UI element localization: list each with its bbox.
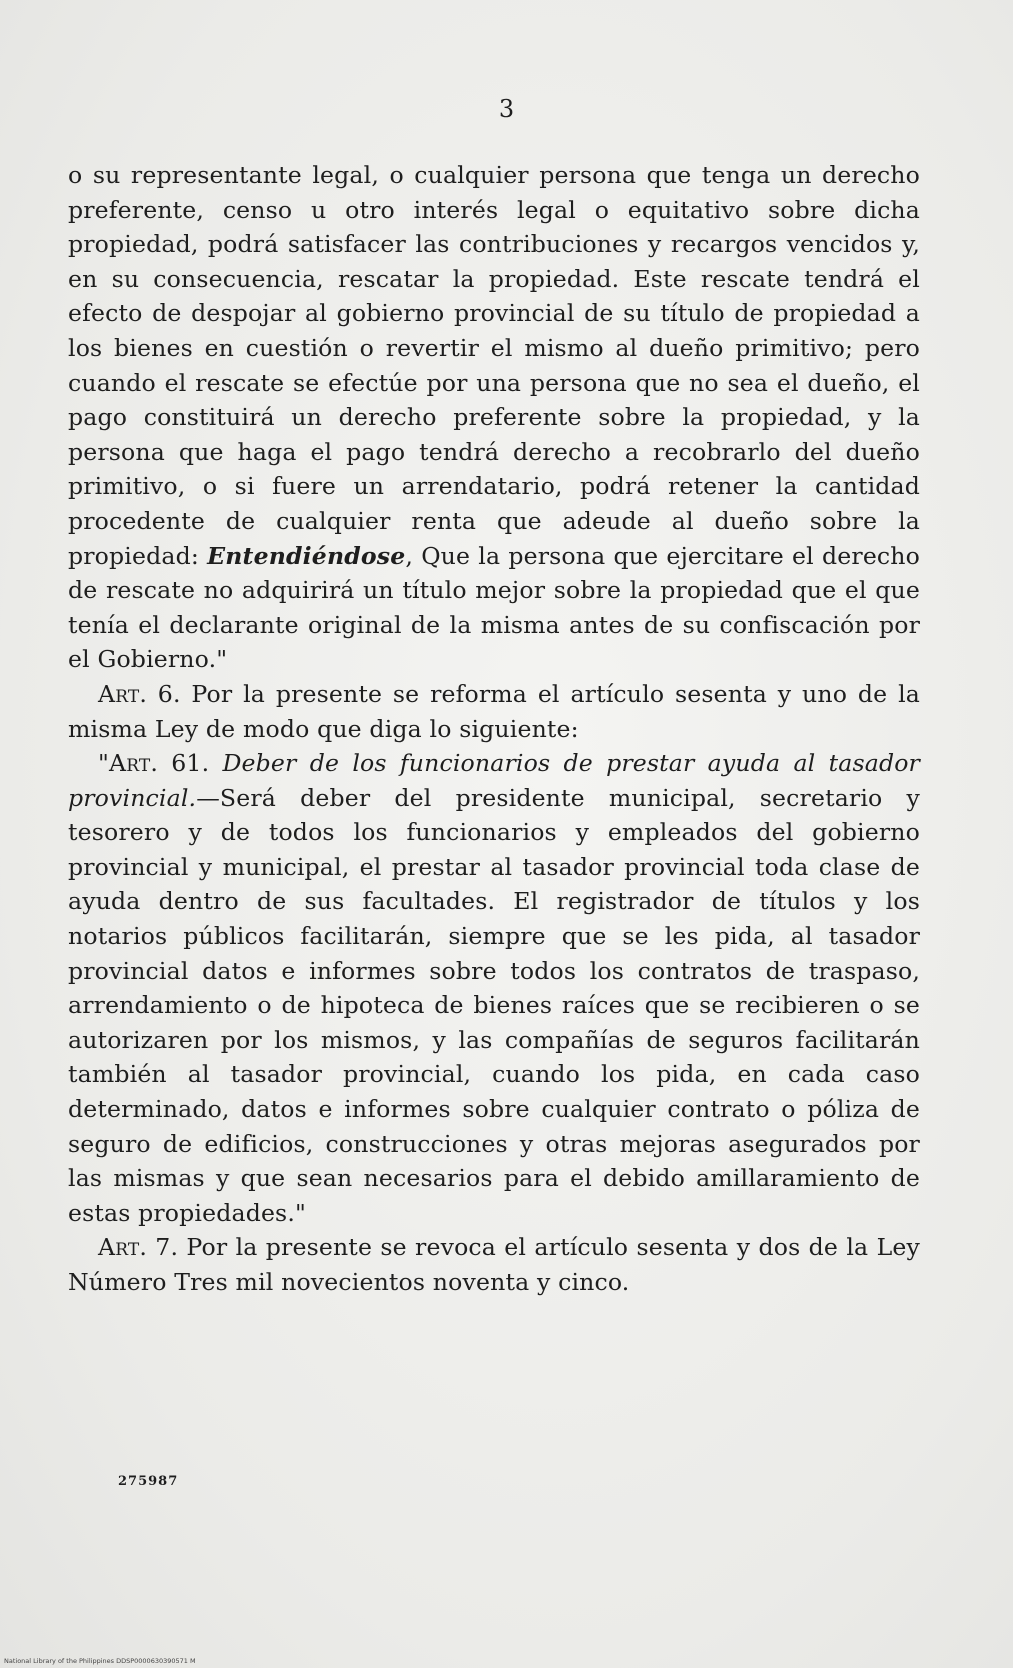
article-heading: "Art. 61. (98, 749, 210, 778)
paragraph-art-7 (68, 1230, 920, 1299)
text-run: o su representante legal, o cualquier persona que tenga un derecho preferente, censo u otro interés legal o equitativo sobre dicha propiedad, podrá satisfacer las contribuciones y recargos vencidos y, en su consecuencia, rescatar la propiedad. Este rescate tendrá el efecto de despojar al gobierno provincial de su título de propiedad a los bienes en cuestión o revertir el mismo al dueño primitivo; pero cuando el rescate se efectúe por una persona que no sea el dueño, el pago constituirá un derecho preferente sobre la propiedad, y la persona que haga el pago tendrá derecho a recobrarlo del dueño primitivo, o si fuere un arrendatario, podrá retener la cantidad procedente de cualquier renta que adeude al dueño sobre la propiedad: (68, 161, 920, 570)
text-run: —Será deber del presidente municipal, secretario y tesorero y de todos los funcionarios y empleados del gobierno provincial y municipal, el prestar al tasador provincial toda clase de ayuda dentro de sus facultades. El registrador de títulos y los notarios públicos facilitarán, siempre que se les pida, al tasador provincial datos e informes sobre todos los contratos de traspaso, arrendamiento o de hipoteca de bienes raíces que se recibieren o se autorizaren por los mismos, y las compañías de seguros facilitarán también al tasador provincial, cuando los pida, en cada caso determinado, datos e informes sobre cualquier contrato o póliza de seguro de edificios, construcciones y otras mejoras asegurados por las mismas y que sean necesarios para el debido amillaramiento de estas propiedades." (68, 783, 920, 1227)
page-number: 3 (498, 95, 515, 123)
text-run: Por la presente se reforma el artículo sesenta y uno de la misma Ley de modo que diga lo siguiente: (68, 679, 920, 743)
text-run: , Que la persona que ejercitare el derecho de rescate no adquirirá un título mejor sobre la propiedad que el que tenía el declarante original de la misma antes de su confiscación por el Gobierno." (68, 541, 920, 674)
document-number: 275987 (118, 1474, 179, 1489)
scan-footer: National Library of the Philippines DDSP0000630390571 M (4, 1657, 196, 1665)
body-text (68, 158, 920, 1300)
text-run: Por la presente se revoca el artículo sesenta y dos de la Ley Número Tres mil novecientos noventa y cinco. (68, 1233, 920, 1296)
paragraph-1 (68, 158, 920, 677)
article-heading: Art. 7. (98, 1233, 179, 1262)
article-heading: Art. 6. (98, 679, 181, 708)
paragraph-art-61 (68, 746, 920, 1230)
section-title: Deber de los funcionarios de prestar ayuda al tasador provincial. (68, 749, 920, 812)
proviso-term: Entendiéndose (207, 541, 406, 570)
paragraph-art-6 (68, 677, 920, 746)
